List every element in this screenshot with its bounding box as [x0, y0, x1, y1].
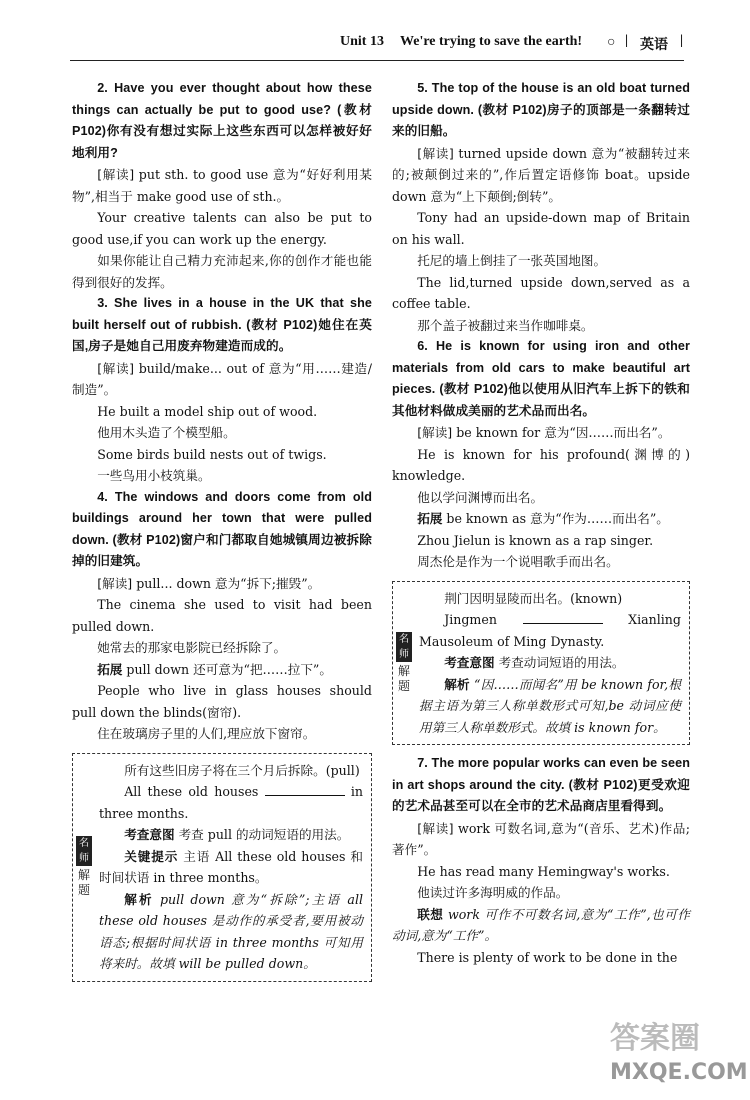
badge-text: 解题: [77, 868, 90, 897]
item-4-example-2: People who live in glass houses should pull down the blinds(窗帘).: [72, 683, 372, 720]
unit-title: We're trying to save the earth!: [400, 34, 583, 49]
hint-tag: 关键提示: [124, 848, 179, 864]
item-6-title: 6. He is known for using iron and other materials from old cars to make beautiful art pieces. (教材 P102)他以使用从旧汽车上拆下的铁和其他材料做成美丽的艺术品而出名。: [392, 339, 690, 418]
item-3-example-1-cn: 他用木头造了个模型船。: [97, 425, 236, 440]
explain-text: build/make... out of 意为“用……建造/制造”。: [72, 360, 372, 397]
watermark-logo-text: 答案圈: [610, 1021, 700, 1056]
site-watermark: [610, 1022, 750, 1092]
exercise-analysis: [419, 674, 681, 739]
unit-label: Unit 13: [340, 34, 384, 49]
explain-text: work 可数名词,意为“(音乐、艺术)作品;著作”。: [392, 820, 691, 857]
item-5-title: 5. The top of the house is an old boat turned upside down. (教材 P102)房子的顶部是一条翻转过来的旧船。: [392, 81, 690, 138]
item-7-example-1: He has read many Hemingway's works.: [417, 863, 670, 879]
left-column: [72, 78, 372, 990]
item-3-explain: [72, 358, 372, 401]
item-5-example-2-cn: 那个盖子被翻过来当作咖啡桌。: [417, 317, 594, 333]
item-5-explain: [392, 143, 690, 208]
item-4-explain: [72, 573, 372, 595]
explain-tag: [解读]: [97, 360, 135, 376]
item-6-example-2-cn: 周杰伦是作为一个说唱歌手而出名。: [417, 554, 619, 569]
answer-blank[interactable]: [265, 783, 345, 796]
circle-mark: ○: [607, 35, 616, 50]
exercise-hint: [99, 846, 363, 889]
item-2-title: 2. Have you ever thought about how these things can actually be put to good use? (教材P102)你有没有想过实际上这些东西可以怎样被好好地利用?: [72, 81, 372, 160]
header-rule: [70, 60, 684, 61]
explain-tag: [解读]: [417, 145, 454, 161]
right-column: [392, 78, 690, 968]
intent-tag: 考查意图: [444, 655, 495, 670]
question-part-2: in three months.: [99, 784, 363, 821]
item-6-example-1: He is known for his profound(渊博的) knowledge.: [392, 446, 690, 483]
item-4-extension: [72, 659, 372, 681]
item-5-example-1-cn: 托尼的墙上倒挂了一张英国地图。: [417, 253, 607, 268]
explain-text: put sth. to good use 意为“好好利用某物”,相当于 make good use of sth.。: [72, 167, 373, 204]
exercise-question-en: [99, 781, 363, 824]
question-part-2: Xianling Mausoleum of Ming Dynasty.: [419, 612, 681, 649]
item-3-example-2: Some birds build nests out of twigs.: [97, 446, 327, 462]
teacher-logo-icon: 名师: [396, 632, 412, 662]
explain-tag: [解读]: [97, 575, 133, 591]
item-5-example-1: Tony had an upside-down map of Britain on his wall.: [392, 210, 690, 247]
extension-tag: 拓展: [97, 661, 123, 677]
analysis-text: pull down 意为“拆除”;主语 all these old houses 是动作的承受者,要用被动语态;根据时间状语 in three months 可知用将来时。故填 will be pulled down。: [99, 891, 363, 971]
explain-tag: [解读]: [417, 425, 453, 440]
question-part-1: Jingmen: [444, 612, 497, 627]
intent-text: 考查 pull 的动词短语的用法。: [174, 827, 350, 842]
answer-blank[interactable]: [523, 611, 603, 624]
teacher-logo-icon: 名师: [76, 836, 92, 866]
item-3-example-2-cn: 一些鸟用小枝筑巢。: [97, 468, 211, 483]
exercise-question-cn: 所有这些旧房子将在三个月后拆除。(pull): [124, 762, 360, 778]
analysis-tag: 解析: [444, 676, 470, 692]
item-4-example-1: The cinema she used to visit had been pulled down.: [72, 597, 372, 634]
analysis-text: “因……而闻名”用 be known for,根据主语为第三人称单数形式可知,be 动词应使用第三人称单数形式。故填 is known for。: [419, 676, 681, 735]
extension-text: be known as 意为“作为……而出名”。: [442, 511, 669, 526]
explain-tag: [解读]: [97, 167, 135, 182]
item-4-example-2-cn: 住在玻璃房子里的人们,理应放下窗帘。: [97, 726, 316, 741]
item-7-title: 7. The more popular works can even be seen in art shops around the city. (教材 P102)更受欢迎的艺术品甚至可以在全市的艺术品商店里看得到。: [392, 756, 690, 813]
explain-text: be known for 意为“因……而出名”。: [452, 425, 671, 440]
item-6-example-1-cn: 他以学问渊博而出名。: [417, 489, 544, 505]
teacher-solution-badge: [395, 632, 413, 694]
item-6-extension: [392, 508, 690, 530]
analysis-tag: 解析: [124, 891, 154, 907]
item-7-association: [392, 904, 690, 947]
item-3-example-1: He built a model ship out of wood.: [97, 403, 318, 419]
exercise-analysis: [99, 889, 363, 975]
extension-text: pull down 还可意为“把……拉下”。: [122, 661, 332, 677]
item-2-example-cn: 如果你能让自己精力充沛起来,你的创作才能也能得到很好的发挥。: [72, 253, 372, 290]
explain-text: pull... down 意为“拆下;摧毁”。: [132, 575, 321, 591]
badge-text: 解题: [397, 663, 410, 693]
exercise-question-cn: 荆门因明显陵而出名。(known): [444, 590, 623, 606]
item-2-example: Your creative talents can also be put to good use,if you can work up the energy.: [72, 210, 372, 247]
item-4-example-1-cn: 她常去的那家电影院已经拆除了。: [97, 640, 287, 655]
item-6-explain: [392, 422, 690, 444]
explain-text: turned upside down 意为“被翻转过来的;被颠倒过来的”,作后置定语修饰 boat。upside down 意为“上下颠倒;倒转”。: [392, 145, 690, 204]
item-4-title: 4. The windows and doors come from old buildings around her town that were pulled down. (教材 P102)窗户和门都取自她城镇周边被拆除掉的旧建筑。: [72, 489, 372, 568]
item-2-explain: [72, 164, 372, 207]
header-separator: |: [625, 33, 629, 48]
exercise-question-en: [419, 609, 681, 652]
teacher-solution-badge: [75, 836, 93, 898]
exercise-intent: [419, 652, 681, 674]
intent-tag: 考查意图: [124, 827, 175, 842]
association-text: work 可作不可数名词,意为“工作”,也可作动词,意为“工作”。: [392, 906, 691, 943]
exercise-box-pull: [72, 753, 372, 982]
explain-tag: [解读]: [417, 820, 454, 836]
watermark-url: MXQE.COM: [610, 1060, 748, 1085]
exercise-box-known: [392, 581, 690, 746]
extension-tag: 拓展: [417, 511, 443, 526]
item-7-example-1-cn: 他读过许多海明威的作品。: [417, 885, 569, 900]
item-6-example-2: Zhou Jielun is known as a rap singer.: [417, 532, 654, 548]
question-part-1: All these old houses: [124, 784, 259, 799]
subject-label: 英语: [640, 37, 668, 53]
item-5-example-2: The lid,turned upside down,served as a coffee table.: [392, 274, 690, 311]
intent-text: 考查动词短语的用法。: [494, 655, 625, 670]
hint-text: 主语 All these old houses 和时间状语 in three months。: [99, 848, 363, 885]
header-end-bar: |: [680, 33, 684, 48]
exercise-intent: [99, 824, 363, 846]
association-tag: 联想: [417, 906, 444, 922]
item-7-example-2: There is plenty of work to be done in the: [417, 949, 678, 965]
item-7-explain: [392, 818, 690, 861]
page-header: [340, 34, 684, 54]
item-3-title: 3. She lives in a house in the UK that she built herself out of rubbish. (教材 P102)她住在英国,房子是她自己用废弃物建造而成的。: [72, 296, 372, 353]
